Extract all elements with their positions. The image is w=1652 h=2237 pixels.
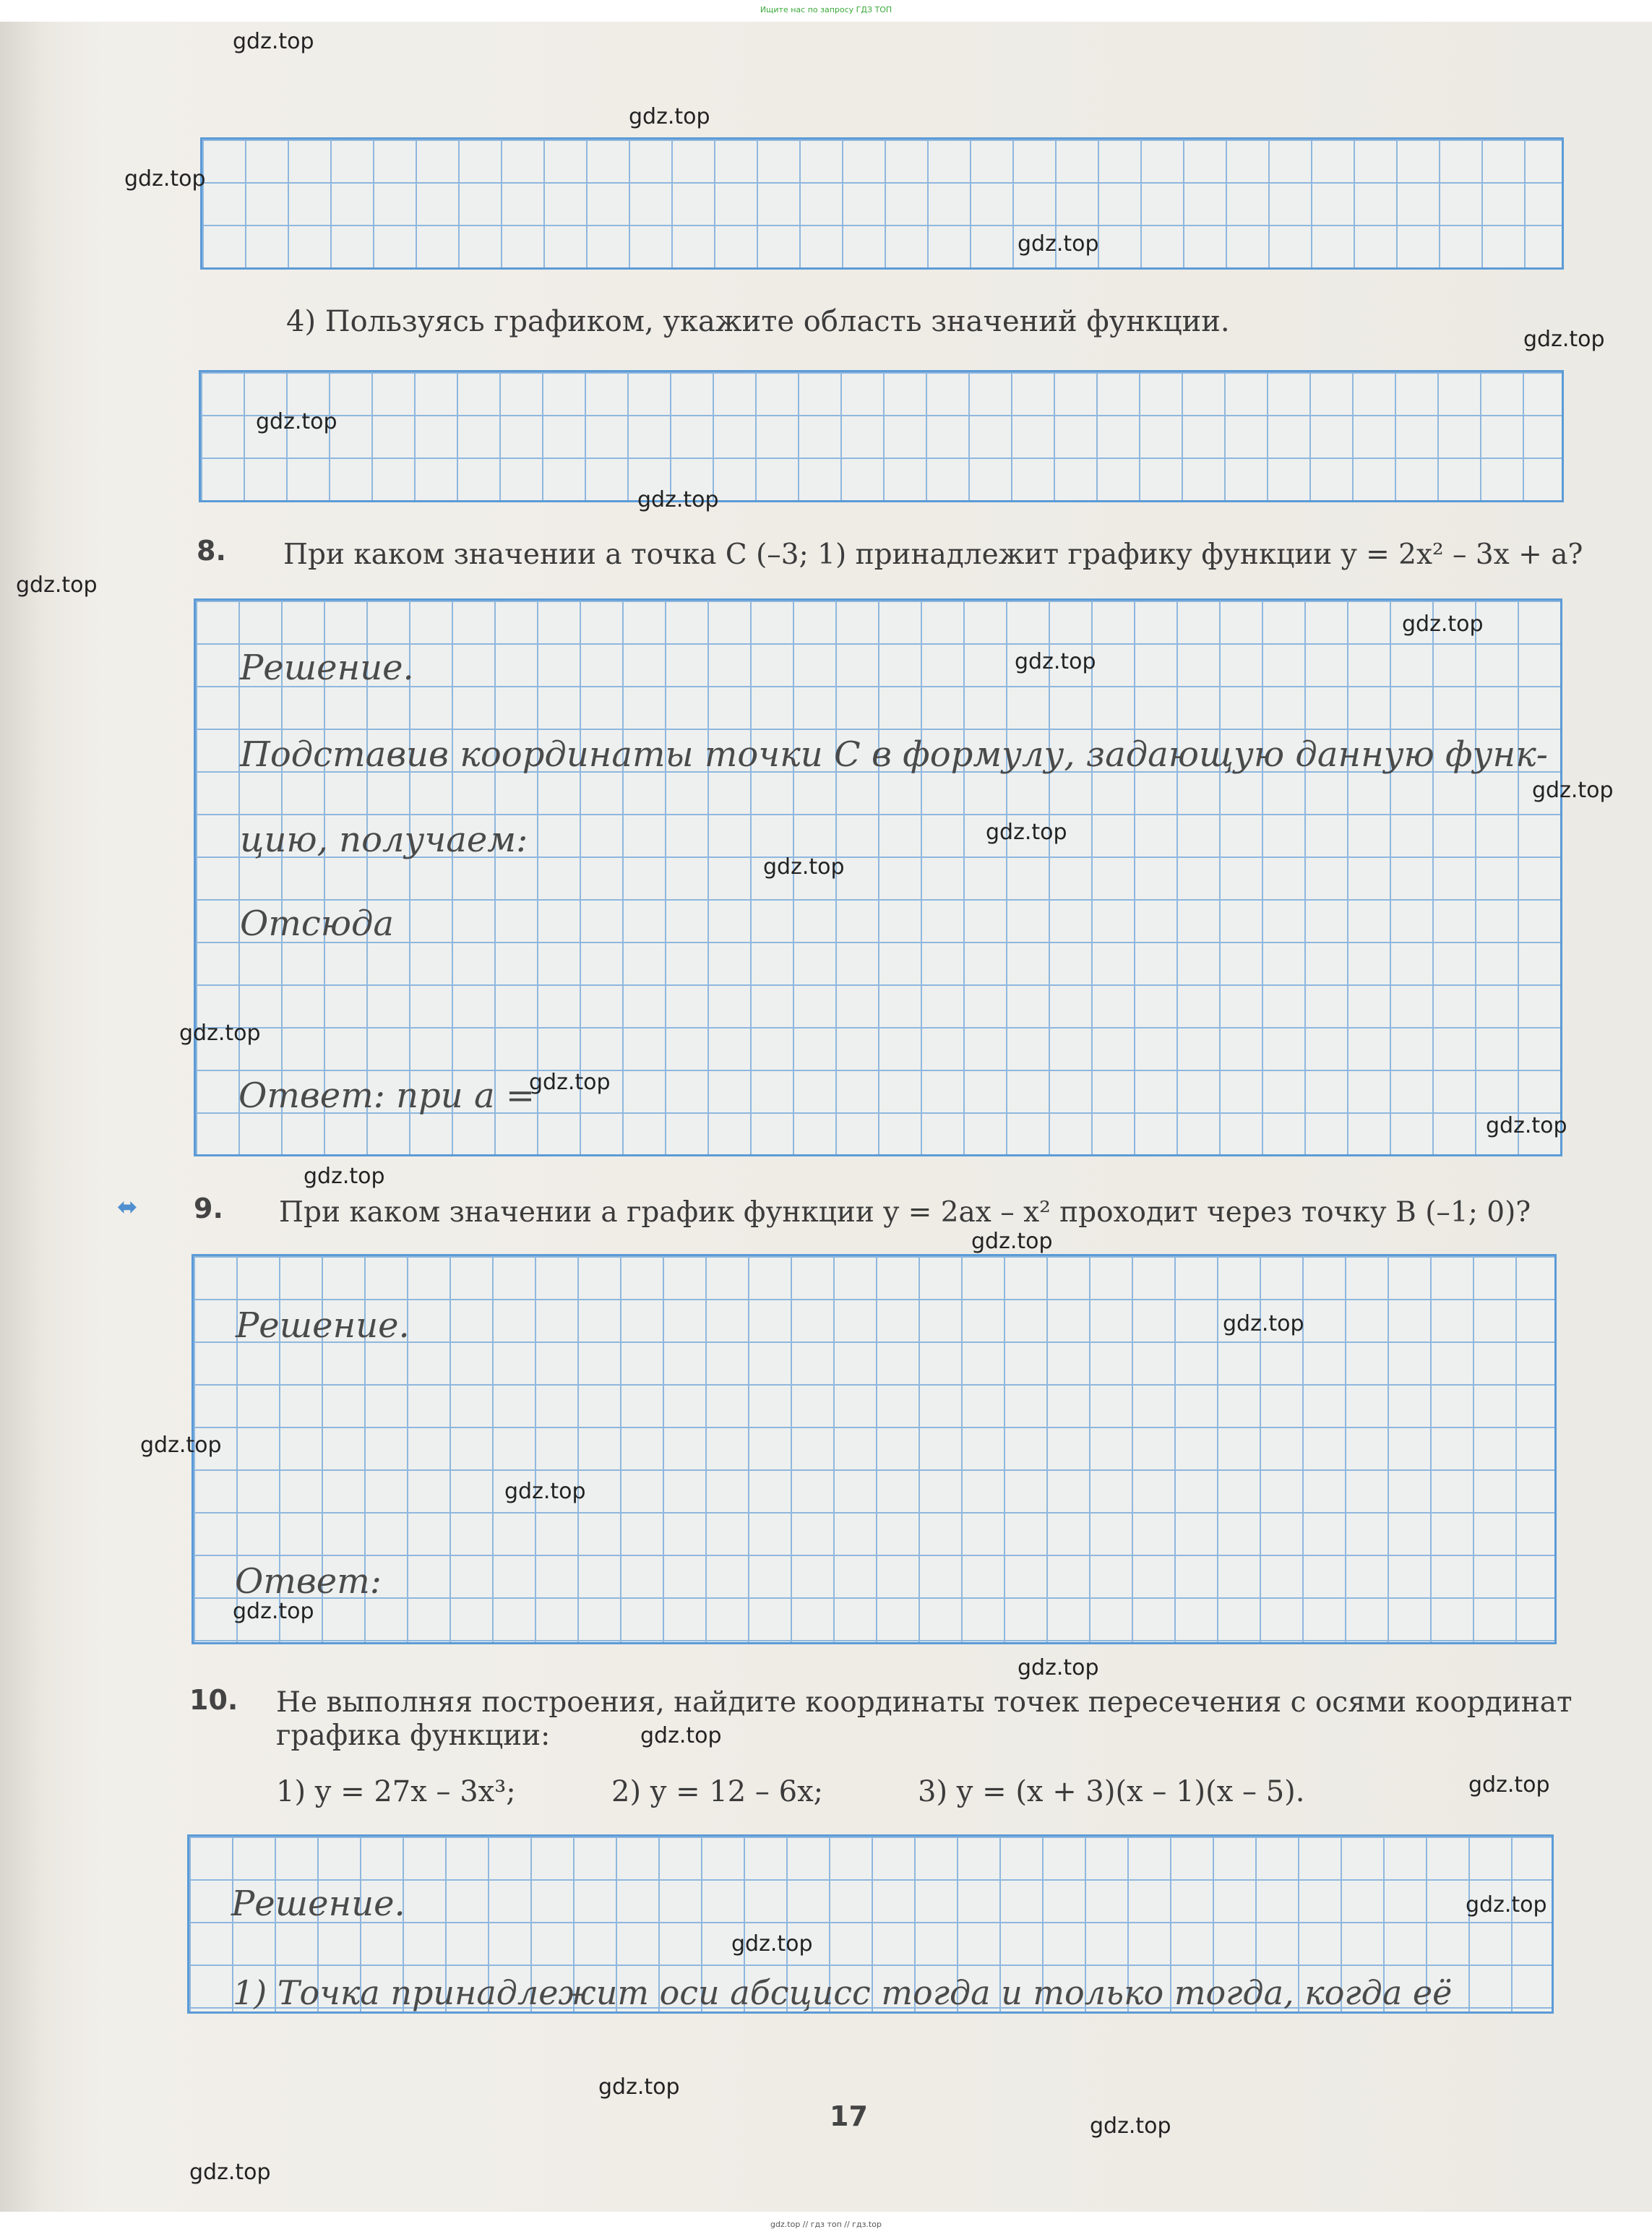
watermark: gdz.top (233, 1599, 314, 1624)
watermark: gdz.top (1468, 1772, 1550, 1798)
watermark: gdz.top (637, 487, 719, 512)
watermark: gdz.top (179, 1021, 261, 1046)
watermark: gdz.top (629, 104, 710, 129)
task8-answer: Ответ: при a = (238, 1075, 535, 1116)
task9-answer: Ответ: (235, 1561, 382, 1602)
watermark: gdz.top (763, 854, 845, 880)
task8-number: 8. (197, 535, 226, 567)
double-arrow-icon: ⬌ (117, 1193, 138, 1221)
task9-number: 9. (194, 1193, 223, 1224)
task8-line1: Подставив координаты точки C в формулу, задающую данную функ- (240, 734, 1548, 775)
task8-text: При каком значении a точка C (–3; 1) принадлежит графику функции y = 2x² – 3x + a? (283, 538, 1583, 571)
watermark: gdz.top (304, 1164, 385, 1189)
task10-text-line1: Не выполняя построения, найдите координаты точек пересечения с осями координат (276, 1686, 1573, 1719)
watermark: gdz.top (1486, 1113, 1567, 1138)
task7-item4-text: 4) Пользуясь графиком, укажите область значений функции. (286, 305, 1230, 338)
watermark: gdz.top (256, 409, 337, 434)
task8-line3: Отсюда (240, 903, 395, 944)
watermark: gdz.top (16, 572, 98, 598)
task9-text: При каком значении a график функции y = 2ax – x² проходит через точку B (–1; 0)? (279, 1196, 1531, 1229)
task8-line2: цию, получаем: (240, 820, 528, 860)
task10-option-1: 1) y = 27x – 3x³; (276, 1775, 516, 1808)
watermark: gdz.top (1532, 778, 1614, 803)
task10-line1: 1) Точка принадлежит оси абсцисс тогда и только тогда, когда её (233, 1973, 1453, 2012)
task10-option-3: 3) y = (x + 3)(x – 1)(x – 5). (918, 1775, 1305, 1808)
top-banner[interactable]: Ищите нас по запросу ГДЗ ТОП (760, 5, 892, 14)
bottom-banner[interactable]: gdz.top // гдз топ // гдз.top (770, 2220, 882, 2229)
watermark: gdz.top (233, 29, 314, 54)
watermark: gdz.top (1402, 611, 1484, 637)
watermark: gdz.top (1223, 1311, 1304, 1336)
task10-solution-label: Решение. (231, 1884, 405, 1924)
watermark: gdz.top (986, 820, 1067, 845)
watermark: gdz.top (1090, 2113, 1171, 2139)
task8-solution-label: Решение. (240, 648, 414, 688)
watermark: gdz.top (1523, 327, 1605, 352)
watermark: gdz.top (140, 1433, 222, 1458)
task10-option-2: 2) y = 12 – 6x; (611, 1775, 824, 1808)
watermark: gdz.top (1466, 1892, 1547, 1918)
page-number: 17 (830, 2100, 868, 2132)
watermark: gdz.top (1018, 1655, 1099, 1680)
task10-number: 10. (189, 1684, 238, 1716)
answer-grid-task7-a (200, 137, 1564, 270)
watermark: gdz.top (504, 1479, 586, 1504)
watermark: gdz.top (731, 1931, 813, 1957)
watermark: gdz.top (598, 2074, 680, 2100)
watermark: gdz.top (1015, 649, 1096, 674)
watermark: gdz.top (124, 166, 206, 192)
answer-grid-task7-b (199, 370, 1564, 502)
watermark: gdz.top (971, 1229, 1053, 1254)
task10-text-line2: графика функции: (276, 1719, 551, 1752)
watermark: gdz.top (189, 2160, 271, 2185)
watermark: gdz.top (640, 1723, 722, 1748)
task9-solution-label: Решение. (236, 1305, 410, 1346)
watermark: gdz.top (529, 1070, 611, 1095)
watermark: gdz.top (1018, 231, 1099, 257)
